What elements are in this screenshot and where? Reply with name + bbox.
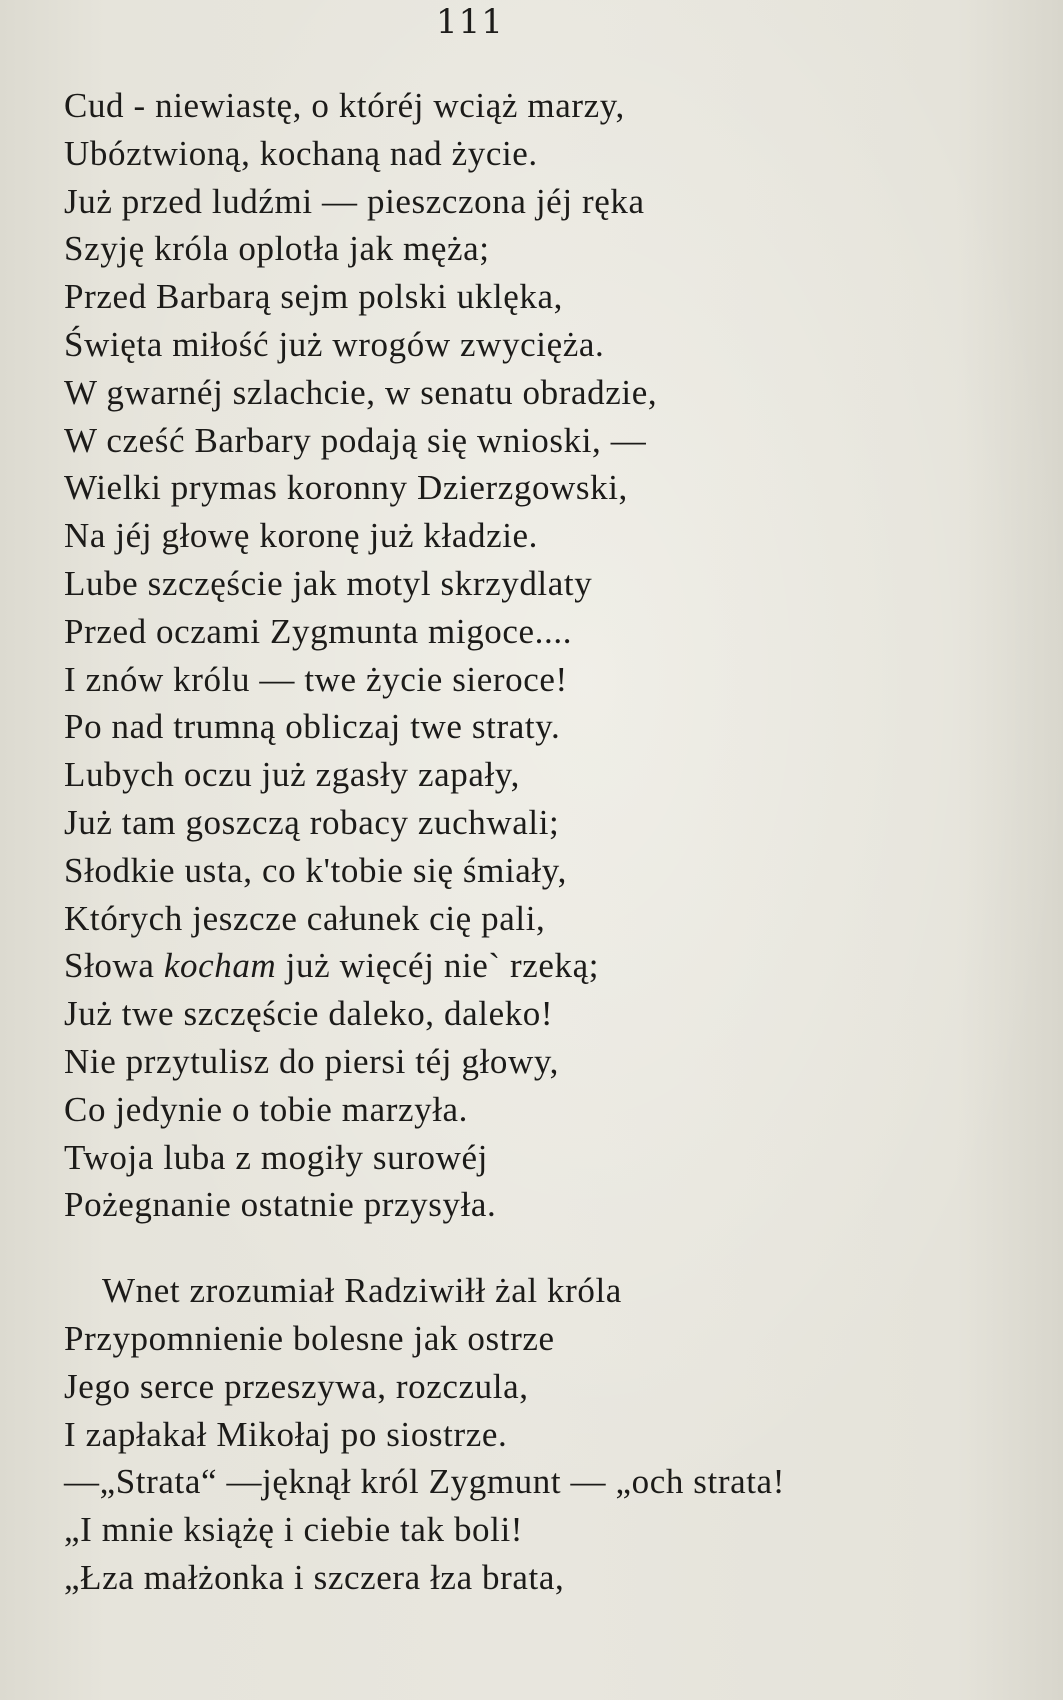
verse-line: Wielki prymas koronny Dzierzgowski, [64, 468, 628, 508]
stanza-break [64, 1229, 964, 1267]
page-number: 111 [436, 2, 504, 42]
verse-line: I zapłakał Mikołaj po siostrze. [64, 1414, 508, 1454]
verse-line: I znów królu — twe życie sieroce! [64, 659, 568, 699]
verse-line: Przypomnienie bolesne jak ostrze [64, 1318, 555, 1358]
verse-line: Co jedynie o tobie marzyła. [64, 1089, 469, 1129]
verse-line: Wnet zrozumiał Radziwiłł żal króla [102, 1271, 622, 1311]
verse-line: —„Strata“ —jęknął król Zygmunt — „och strata! [64, 1462, 785, 1502]
verse-line: Ubóztwioną, kochaną nad życie. [64, 133, 538, 173]
verse-line: Jego serce przeszywa, rozczula, [64, 1366, 529, 1406]
verse-line: Których jeszcze całunek cię pali, [64, 898, 546, 938]
verse-line: Lubych oczu już zgasły zapały, [64, 755, 520, 795]
verse-line: Po nad trumną obliczaj twe straty. [64, 707, 561, 747]
verse-line: Już przed ludźmi — pieszczona jéj ręka [64, 181, 645, 221]
verse-segment: już więcéj nie` rzeką; [276, 946, 600, 986]
verse-line: Pożegnanie ostatnie przysyła. [64, 1185, 497, 1225]
verse-line: Lube szczęście jak motyl skrzydlaty [64, 563, 593, 603]
verse-segment: Słowa [64, 946, 164, 986]
verse-line: „I mnie książę i ciebie tak boli! [64, 1510, 524, 1550]
verse-line: Nie przytulisz do piersi téj głowy, [64, 1041, 560, 1081]
verse-line: Święta miłość już wrogów zwycięża. [64, 324, 605, 364]
poem-text [64, 82, 964, 1602]
verse-line: Cud - niewiastę, o któréj wciąż marzy, [64, 86, 625, 125]
verse-line: Przed Barbarą sejm polski uklęka, [64, 277, 563, 317]
verse-line: Na jéj głowę koronę już kładzie. [64, 516, 539, 556]
verse-line: Słodkie usta, co k'tobie się śmiały, [64, 850, 567, 890]
verse-line-with-emphasis [64, 942, 964, 990]
verse-line: Twoja luba z mogiły surowéj [64, 1137, 488, 1177]
verse-line: Już tam goszczą robacy zuchwali; [64, 802, 560, 842]
verse-line: Szyję króla oplotła jak męża; [64, 229, 490, 269]
verse-line: „Łza małżonka i szczera łza brata, [64, 1557, 565, 1597]
verse-line: W cześć Barbary podają się wnioski, — [64, 420, 647, 460]
verse-line: W gwarnéj szlachcie, w senatu obradzie, [64, 372, 658, 412]
verse-line: Przed oczami Zygmunta migoce.... [64, 611, 573, 651]
emphasized-word: kocham [163, 946, 277, 986]
verse-line: Już twe szczęście daleko, daleko! [64, 994, 554, 1034]
